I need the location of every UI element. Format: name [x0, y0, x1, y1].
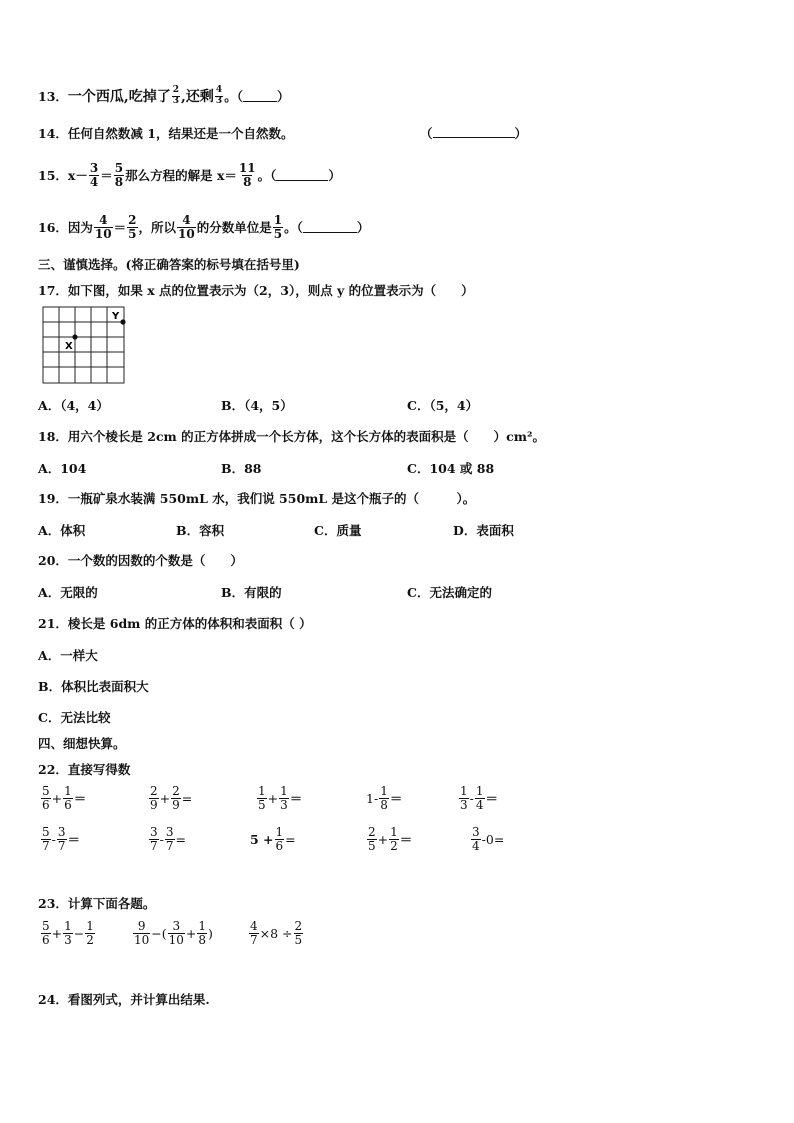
point-y-dot: [120, 319, 125, 324]
question-20-text: 20．一个数的因数的个数是（ ）: [38, 553, 243, 568]
expression: $\frac{5}{7}$ - $\frac{3}{7}$ ＝: [42, 825, 81, 853]
question-13: [38, 86, 289, 106]
question-text: 一个西瓜,吃掉了: [67, 89, 171, 105]
question-17-text: 17．如下图，如果 x 点的位置表示为（2，3），则点 y 的位置表示为（ ）: [38, 283, 474, 298]
question-21-text: 21．棱长是 6dm 的正方体的体积和表面积（ ）: [38, 616, 312, 631]
question-number: 14．: [38, 126, 68, 141]
equals-sign: ＝: [100, 168, 113, 184]
open-paren: 。（: [257, 168, 277, 184]
option-c[interactable]: C．无法确定的: [407, 585, 492, 600]
fraction: $\frac{3}{4}$: [89, 161, 99, 189]
question-24-text: 24．看图列式，并计算出结果.: [38, 992, 210, 1007]
option-a[interactable]: A．无限的: [38, 585, 98, 600]
expression: $\frac{3}{4}$ -0=: [472, 825, 505, 853]
answer-paren: （ ）: [420, 126, 528, 141]
coordinate-grid: [42, 306, 128, 386]
fraction: $\frac{4}{3}$: [215, 85, 223, 106]
question-number: 15．: [38, 168, 68, 184]
question-text: 的分数单位是: [196, 220, 272, 236]
close-paren: ）: [328, 168, 341, 184]
close-paren: ）: [356, 220, 370, 236]
question-16: [38, 214, 369, 240]
option-b[interactable]: B．体积比表面积大: [38, 679, 149, 694]
expression: $\frac{1}{3}$ - $\frac{1}{4}$ ＝: [460, 784, 499, 812]
option-a[interactable]: A．一样大: [38, 648, 98, 663]
point-x-dot: [72, 334, 77, 339]
option-a[interactable]: A．104: [38, 461, 87, 476]
option-c[interactable]: C．无法比较: [38, 710, 111, 725]
question-text: ,还剩: [181, 89, 214, 105]
question-19-text: 19．一瓶矿泉水装满 550mL 水，我们说 550mL 是这个瓶子的（ ）。: [38, 491, 476, 506]
option-b[interactable]: B．（4，5）: [221, 398, 293, 413]
calculation: $\frac{9}{10}$ −( $\frac{3}{10}$ + $\frac{1}{8}$ ): [134, 919, 213, 947]
expression: $\frac{5}{6}$ + $\frac{1}{6}$ ＝: [42, 784, 87, 812]
question-text: 任何自然数减 1，结果还是一个自然数。: [67, 126, 294, 141]
variable-x: x－: [67, 168, 88, 184]
question-number: 16．: [38, 220, 68, 236]
calculation: $\frac{5}{6}$ + $\frac{1}{3}$ − $\frac{1}{2}$: [42, 919, 94, 947]
fraction: $\frac{4}{10}$: [178, 213, 195, 241]
answer-blank[interactable]: [433, 127, 515, 138]
option-b[interactable]: B．88: [221, 461, 262, 476]
fraction: $\frac{2}{5}$: [128, 213, 137, 241]
answer-blank[interactable]: [276, 170, 328, 181]
expression: $\frac{2}{9}$ + $\frac{2}{9}$ =: [150, 784, 193, 812]
option-a[interactable]: A．体积: [38, 523, 86, 538]
fraction: $\frac{11}{8}$: [238, 161, 256, 189]
question-14: [38, 124, 293, 142]
question-18-text: 18．用六个棱长是 2cm 的正方体拼成一个长方体，这个长方体的表面积是（ ）cm²。: [38, 429, 545, 444]
question-23-text: 23．计算下面各题。: [38, 896, 156, 911]
section-heading: 四、细想快算。: [38, 736, 126, 751]
option-d[interactable]: D．表面积: [453, 523, 514, 538]
expression: $\frac{1}{5}$ + $\frac{1}{3}$ ＝: [258, 784, 303, 812]
point-x-label: X: [65, 341, 73, 352]
open-paren: 。（: [284, 220, 303, 236]
option-c[interactable]: C．质量: [314, 523, 362, 538]
expression: 5 + $\frac{1}{6}$ =: [250, 825, 296, 853]
answer-blank[interactable]: [243, 91, 277, 102]
question-text: 那么方程的解是 x＝: [125, 168, 237, 184]
expression: $\frac{3}{7}$ - $\frac{3}{7}$ =: [150, 825, 186, 853]
question-text: 因为: [67, 220, 93, 236]
fraction: $\frac{2}{3}$: [172, 85, 180, 106]
expression: 1- $\frac{1}{8}$ ＝: [366, 784, 403, 812]
close-paren: ）: [276, 89, 290, 104]
option-c[interactable]: C．（5，4）: [407, 398, 479, 413]
question-15: [38, 162, 341, 188]
option-b[interactable]: B．有限的: [221, 585, 282, 600]
section-heading: 三、谨慎选择。(将正确答案的标号填在括号里): [38, 257, 300, 272]
fraction: $\frac{5}{8}$: [114, 161, 124, 189]
fraction: $\frac{4}{10}$: [94, 213, 112, 241]
equals-sign: ＝: [113, 220, 127, 236]
question-text: 。（: [224, 89, 243, 104]
answer-blank[interactable]: [303, 222, 357, 233]
option-a[interactable]: A．（4，4）: [38, 398, 109, 413]
fraction: $\frac{1}{5}$: [273, 213, 283, 241]
option-c[interactable]: C．104 或 88: [407, 461, 495, 476]
expression: $\frac{2}{5}$ + $\frac{1}{2}$ ＝: [368, 825, 413, 853]
question-text: ，所以: [138, 220, 177, 236]
question-number: 13．: [38, 89, 68, 104]
option-b[interactable]: B．容积: [176, 523, 225, 538]
question-22-text: 22．直接写得数: [38, 762, 131, 777]
calculation: $\frac{4}{7}$ ×8 ÷ $\frac{2}{5}$: [250, 919, 303, 947]
point-y-label: Y: [112, 311, 120, 322]
